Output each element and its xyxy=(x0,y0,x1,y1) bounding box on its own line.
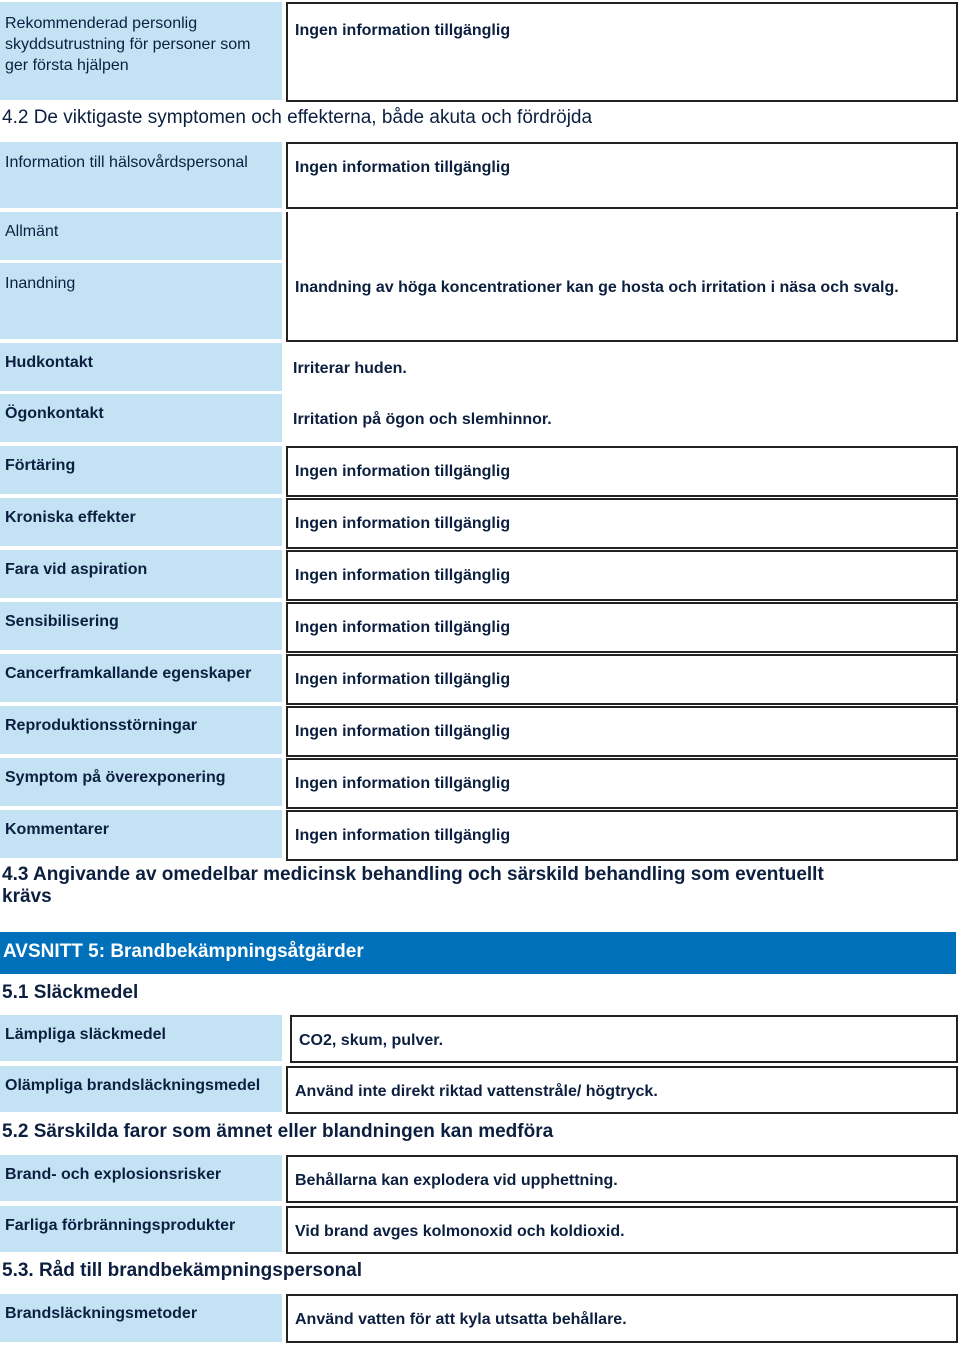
row-fire-explosion-value: Behållarna kan explodera vid upphettning. xyxy=(286,1155,958,1203)
row-chronic-label: Kroniska effekter xyxy=(0,498,282,546)
row-ingestion-label: Förtäring xyxy=(0,446,282,494)
row-comments-label: Kommentarer xyxy=(0,810,282,858)
row-aspiration-value: Ingen information tillgänglig xyxy=(286,550,958,601)
row-overexposure-label: Symptom på överexponering xyxy=(0,758,282,806)
row-carcinogenic-value: Ingen information tillgänglig xyxy=(286,654,958,705)
row-reproductive-value: Ingen information tillgänglig xyxy=(286,706,958,757)
row-suitable-extinguishing-value: CO2, skum, pulver. xyxy=(290,1015,958,1063)
row-carcinogenic-label: Cancerframkallande egenskaper xyxy=(0,654,282,702)
section-4-3-heading: 4.3 Angivande av omedelbar medicinsk behandling och särskild behandling som eventuellt krävs xyxy=(2,864,824,907)
row-combustion-products-label: Farliga förbränningsprodukter xyxy=(0,1206,282,1252)
section-5-2-heading: 5.2 Särskilda faror som ämnet eller blandningen kan medföra xyxy=(2,1121,554,1142)
row-firefighting-methods-label: Brandsläckningsmetoder xyxy=(0,1294,282,1342)
row-sensitization-label: Sensibilisering xyxy=(0,602,282,650)
row-inhalation-value: Inandning av höga koncentrationer kan ge hosta och irritation i näsa och svalg. xyxy=(286,212,958,342)
row-aspiration-label: Fara vid aspiration xyxy=(0,550,282,598)
section-4-2-heading: 4.2 De viktigaste symptomen och effekterna, både akuta och fördröjda xyxy=(2,107,593,128)
row-general-label: Allmänt xyxy=(0,212,282,260)
row-unsuitable-extinguishing-value: Använd inte direkt riktad vattenstråle/ högtryck. xyxy=(286,1066,958,1114)
row-skin-label: Hudkontakt xyxy=(0,343,282,391)
first-aid-ppe-label: Rekommenderad personlig skyddsutrustning för personer som ger första hjälpen xyxy=(0,2,282,100)
row-eye-label: Ögonkontakt xyxy=(0,394,282,442)
row-info-health-value: Ingen information tillgänglig xyxy=(286,142,958,209)
row-sensitization-value: Ingen information tillgänglig xyxy=(286,602,958,653)
row-info-health-label: Information till hälsovårdspersonal xyxy=(0,142,282,208)
section-5-1-heading: 5.1 Släckmedel xyxy=(2,982,139,1003)
row-unsuitable-extinguishing-label: Olämpliga brandsläckningsmedel xyxy=(0,1066,282,1112)
first-aid-ppe-value: Ingen information tillgänglig xyxy=(286,2,958,102)
row-fire-explosion-label: Brand- och explosionsrisker xyxy=(0,1155,282,1201)
row-eye-value: Irritation på ögon och slemhinnor. xyxy=(286,394,958,444)
section-5-3-heading: 5.3. Råd till brandbekämpningspersonal xyxy=(2,1260,363,1281)
row-skin-value: Irriterar huden. xyxy=(286,343,958,393)
row-reproductive-label: Reproduktionsstörningar xyxy=(0,706,282,754)
row-suitable-extinguishing-label: Lämpliga släckmedel xyxy=(0,1015,282,1061)
row-comments-value: Ingen information tillgänglig xyxy=(286,810,958,861)
row-inhalation-label: Inandning xyxy=(0,263,282,339)
row-chronic-value: Ingen information tillgänglig xyxy=(286,498,958,549)
row-ingestion-value: Ingen information tillgänglig xyxy=(286,446,958,497)
section-5-title-bar: AVSNITT 5: Brandbekämpningsåtgärder xyxy=(0,932,956,974)
row-combustion-products-value: Vid brand avges kolmonoxid och koldioxid. xyxy=(286,1206,958,1254)
row-overexposure-value: Ingen information tillgänglig xyxy=(286,758,958,809)
row-firefighting-methods-value: Använd vatten för att kyla utsatta behållare. xyxy=(286,1294,958,1343)
